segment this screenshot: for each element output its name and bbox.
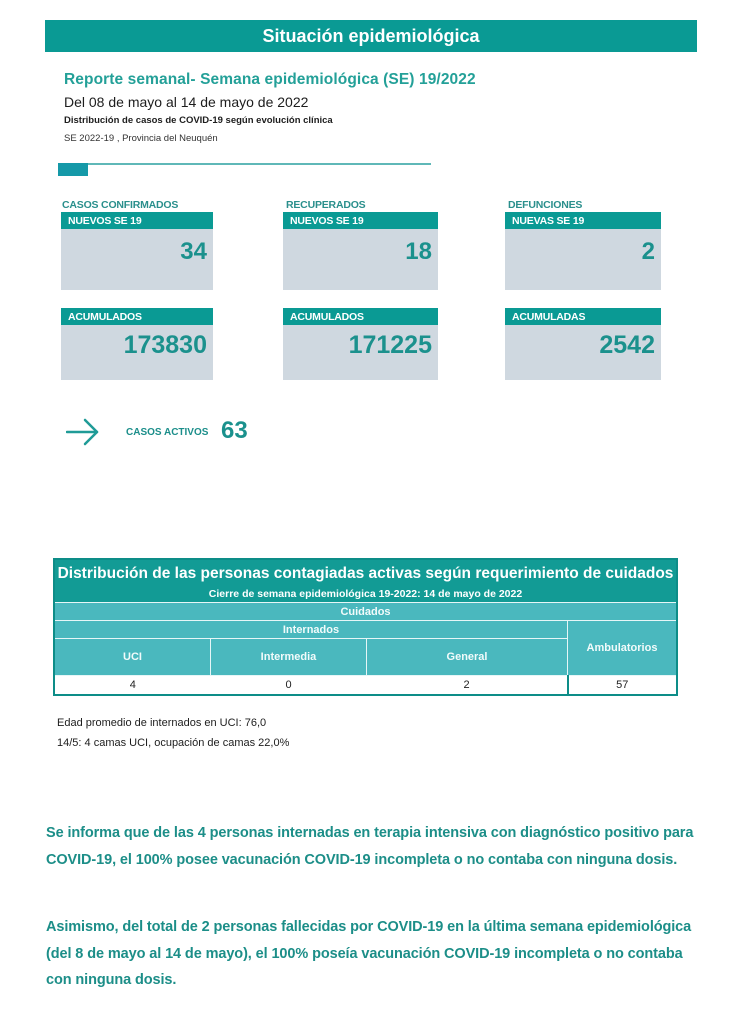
- table-subtitle: Cierre de semana epidemiológica 19-2022: 14 de mayo de 2022: [54, 585, 677, 603]
- card-value: 34: [180, 238, 207, 265]
- report-subtitle: Distribución de casos de COVID-19 según evolución clínica: [64, 115, 333, 126]
- report-dates: Del 08 de mayo al 14 de mayo de 2022: [64, 94, 309, 110]
- page-banner: [45, 20, 697, 52]
- recovered-group-label: RECUPERADOS: [286, 199, 366, 211]
- deaths-group-label: DEFUNCIONES: [508, 199, 583, 211]
- arrow-right-icon: [66, 418, 100, 446]
- active-cases-label: CASOS ACTIVOS: [126, 427, 209, 438]
- deaths-new-card: [505, 212, 661, 290]
- table-col-header: UCI: [54, 639, 211, 676]
- table-cell: 2: [367, 676, 568, 696]
- active-cases-value: 63: [221, 417, 248, 444]
- confirmed-group-label: CASOS CONFIRMADOS: [62, 199, 179, 211]
- card-value: 171225: [348, 331, 432, 359]
- card-header: ACUMULADOS: [283, 308, 438, 325]
- confirmed-acc-card: [61, 308, 213, 380]
- vaccination-paragraph-deaths: Asimismo, del total de 2 personas fallecidas por COVID-19 en la última semana epidemiológica (del 8 de mayo al 14 de mayo), el 100% poseía vacunación COVID-19 incompleta o no contaba con ninguna dosis.: [46, 919, 692, 988]
- card-header: ACUMULADAS: [505, 308, 661, 325]
- card-value: 173830: [123, 331, 207, 359]
- card-value: 2542: [599, 331, 655, 359]
- table-cell: 0: [211, 676, 367, 696]
- card-header: NUEVAS SE 19: [505, 212, 661, 229]
- table-cell: 4: [54, 676, 211, 696]
- banner-title: Situación epidemiológica: [262, 25, 480, 46]
- uci-beds-note: 14/5: 4 camas UCI, ocupación de camas 22,0%: [57, 737, 290, 749]
- vaccination-paragraph-icu: Se informa que de las 4 personas internadas en terapia intensiva con diagnóstico positivo para COVID-19, el 100% posee vacunación COVID-19 incompleta o no contaba con ninguna dosis.: [46, 825, 694, 868]
- deaths-acc-card: [505, 308, 661, 380]
- care-distribution-table: [53, 558, 678, 696]
- card-header: ACUMULADOS: [61, 308, 213, 325]
- card-value: 18: [405, 238, 432, 265]
- table-title: Distribución de las personas contagiadas activas según requerimiento de cuidados: [54, 559, 677, 585]
- divider-line: [58, 163, 431, 165]
- card-header: NUEVOS SE 19: [61, 212, 213, 229]
- table-subgroup-header: Internados: [54, 621, 568, 639]
- divider-accent: [58, 163, 88, 176]
- table-row: [54, 676, 677, 696]
- table-col-header: Ambulatorios: [568, 621, 678, 676]
- recovered-acc-card: [283, 308, 438, 380]
- confirmed-new-card: [61, 212, 213, 290]
- table-cell: 57: [568, 676, 678, 696]
- report-title: Reporte semanal- Semana epidemiológica (SE) 19/2022: [64, 71, 476, 88]
- card-header: NUEVOS SE 19: [283, 212, 438, 229]
- table-col-header: Intermedia: [211, 639, 367, 676]
- uci-average-age-note: Edad promedio de internados en UCI: 76,0: [57, 717, 267, 729]
- recovered-new-card: [283, 212, 438, 290]
- table-group-header: Cuidados: [54, 603, 677, 621]
- table-col-header: General: [367, 639, 568, 676]
- card-value: 2: [641, 238, 655, 265]
- report-region: SE 2022-19 , Provincia del Neuquén: [64, 133, 218, 144]
